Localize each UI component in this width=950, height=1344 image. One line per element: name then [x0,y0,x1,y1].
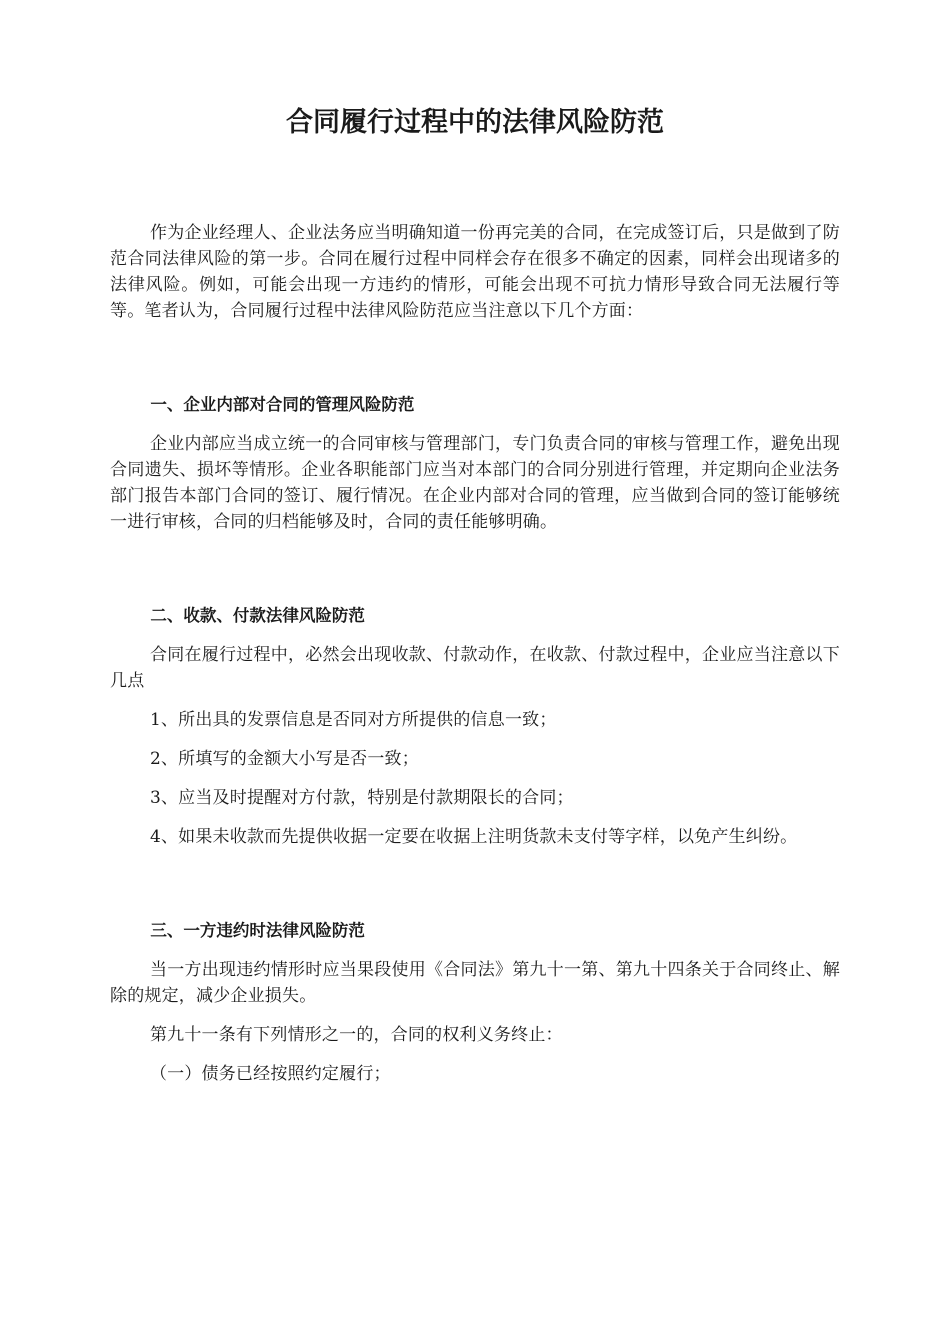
spacer [110,811,840,824]
section-3-paragraph-1: 当一方出现违约情形时应当果段使用《合同法》第九十一第、第九十四条关于合同终止、解除的规定，减少企业损失。 [110,960,840,1006]
spacer [110,1009,840,1022]
section-1-paragraph-1: 企业内部应当成立统一的合同审核与管理部门，专门负责合同的审核与管理工作，避免出现合同遗失、损坏等情形。企业各职能部门应当对本部门的合同分别进行管理，并定期向企业法务部门报告本部门合同的签订、履行情况。在企业内部对合同的管理，应当做到合同的签订能够统一进行审核，合同的归档能够及时，合同的责任能够明确。 [110,434,840,532]
section-2-list-item-1: 1、所出具的发票信息是否同对方所提供的信息一致； [149,710,557,730]
spacer [110,418,840,431]
section-3-heading: 三、一方违约时法律风险防范 [150,921,365,940]
section-1-heading: 一、企业内部对合同的管理风险防范 [150,395,415,414]
document-title: 合同履行过程中的法律风险防范 [286,107,664,138]
section-2-list-item-4: 4、如果未收款而先提供收据一定要在收据上注明货款未支付等字样，以免产生纠纷。 [149,827,798,847]
section-2-list-item-3: 3、应当及时提醒对方付款，特别是付款期限长的合同； [149,788,574,808]
spacer [110,324,840,392]
spacer [110,535,840,603]
intro-paragraph: 作为企业经理人、企业法务应当明确知道一份再完美的合同，在完成签订后，只是做到了防范合同法律风险的第一步。合同在履行过程中同样会存在很多不确定的因素，同样会出现诸多的法律风险。例如，可能会出现一方违约的情形，可能会出现不可抗力情形导致合同无法履行等等。笔者认为，合同履行过程中法律风险防范应当注意以下几个方面： [110,223,840,321]
section-2-list-item-2: 2、所填写的金额大小写是否一致； [149,749,419,769]
section-2-paragraph-1: 合同在履行过程中，必然会出现收款、付款动作，在收款、付款过程中，企业应当注意以下几点 [110,645,840,691]
spacer [110,629,840,642]
spacer [110,694,840,707]
document-body [110,220,840,1087]
spacer [110,850,840,918]
section-3-paragraph-3: （一）债务已经按照约定履行； [149,1064,391,1084]
section-2-heading: 二、收款、付款法律风险防范 [150,606,365,625]
spacer [110,944,840,957]
spacer [110,1048,840,1061]
section-3-paragraph-2: 第九十一条有下列情形之一的，合同的权利义务终止： [149,1025,563,1045]
spacer [110,772,840,785]
spacer [110,733,840,746]
